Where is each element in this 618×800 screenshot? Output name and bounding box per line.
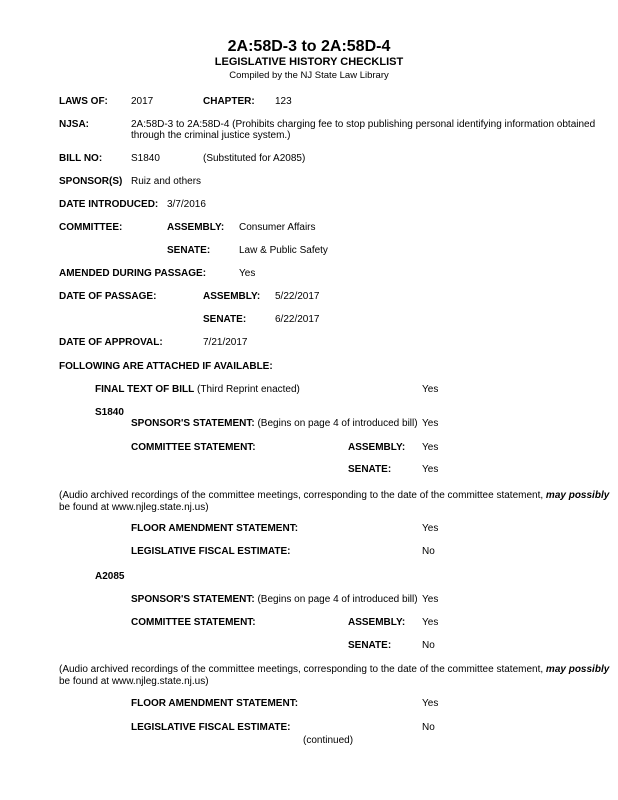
- s1840-sponsor-row: [131, 418, 418, 430]
- s1840-sponsor-note: (Begins on page 4 of introduced bill): [257, 418, 418, 429]
- committee-senate-value: Law & Public Safety: [239, 245, 328, 256]
- njsa-description-line1: 2A:58D-3 to 2A:58D-4 (Prohibits charging fee to stop publishing personal identifying information obtained: [131, 119, 596, 130]
- amended-value: Yes: [239, 268, 256, 279]
- laws-of-label: LAWS OF:: [59, 96, 108, 107]
- s1840-committee-senate-label: SENATE:: [348, 464, 392, 475]
- s1840-committee-assembly-value: Yes: [422, 442, 439, 453]
- a2085-floor-label: FLOOR AMENDMENT STATEMENT:: [131, 698, 299, 709]
- s1840-audio-emphasis: may possibly: [545, 490, 610, 501]
- bill-no-label: BILL NO:: [59, 153, 103, 164]
- s1840-committee-assembly-label: ASSEMBLY:: [348, 442, 406, 453]
- sponsors-value: Ruiz and others: [131, 176, 202, 187]
- s1840-fiscal-label: LEGISLATIVE FISCAL ESTIMATE:: [131, 546, 291, 557]
- sponsors-label: SPONSOR(S): [59, 176, 123, 187]
- final-text-row: [95, 384, 300, 396]
- committee-label: COMMITTEE:: [59, 222, 123, 233]
- s1840-sponsor-value: Yes: [422, 418, 439, 429]
- s1840-audio-note-line2: be found at www.njleg.state.nj.us): [59, 502, 209, 513]
- a2085-sponsor-note: (Begins on page 4 of introduced bill): [257, 594, 418, 605]
- passage-senate-label: SENATE:: [203, 314, 247, 325]
- s1840-floor-label: FLOOR AMENDMENT STATEMENT:: [131, 523, 299, 534]
- passage-assembly-label: ASSEMBLY:: [203, 291, 261, 302]
- final-text-value: Yes: [422, 384, 439, 395]
- s1840-audio-note-line1: [59, 490, 609, 502]
- a2085-committee-assembly-value: Yes: [422, 617, 439, 628]
- njsa-description-line2: through the criminal justice system.): [131, 130, 291, 141]
- continued-note: (continued): [303, 735, 354, 746]
- s1840-committee-label: COMMITTEE STATEMENT:: [131, 442, 256, 453]
- chapter-value: 123: [275, 96, 292, 107]
- amended-label: AMENDED DURING PASSAGE:: [59, 268, 207, 279]
- njsa-label: NJSA:: [59, 119, 90, 130]
- s1840-audio-prefix: (Audio archived recordings of the committee meetings, corresponding to the date of the committee statement,: [59, 490, 544, 501]
- s1840-heading: S1840: [95, 407, 124, 418]
- date-introduced-label: DATE INTRODUCED:: [59, 199, 159, 210]
- approval-label: DATE OF APPROVAL:: [59, 337, 163, 348]
- page-subtitle: LEGISLATIVE HISTORY CHECKLIST: [214, 56, 404, 68]
- a2085-committee-label: COMMITTEE STATEMENT:: [131, 617, 256, 628]
- a2085-sponsor-label: SPONSOR'S STATEMENT:: [131, 594, 255, 605]
- final-text-label: FINAL TEXT OF BILL: [95, 384, 195, 395]
- a2085-fiscal-label: LEGISLATIVE FISCAL ESTIMATE:: [131, 722, 291, 733]
- committee-assembly-value: Consumer Affairs: [239, 222, 316, 233]
- a2085-sponsor-row: [131, 594, 418, 606]
- chapter-label: CHAPTER:: [203, 96, 255, 107]
- page-title: 2A:58D-3 to 2A:58D-4: [227, 38, 391, 55]
- passage-label: DATE OF PASSAGE:: [59, 291, 157, 302]
- s1840-sponsor-label: SPONSOR'S STATEMENT:: [131, 418, 255, 429]
- passage-senate-value: 6/22/2017: [275, 314, 320, 325]
- final-text-note: (Third Reprint enacted): [197, 384, 300, 395]
- s1840-floor-value: Yes: [422, 523, 439, 534]
- attached-heading: FOLLOWING ARE ATTACHED IF AVAILABLE:: [59, 361, 273, 372]
- bill-substitution-note: (Substituted for A2085): [203, 153, 306, 164]
- a2085-audio-emphasis: may possibly: [545, 664, 610, 675]
- approval-value: 7/21/2017: [203, 337, 248, 348]
- committee-assembly-label: ASSEMBLY:: [167, 222, 225, 233]
- committee-senate-label: SENATE:: [167, 245, 211, 256]
- a2085-committee-senate-value: No: [422, 640, 435, 651]
- a2085-sponsor-value: Yes: [422, 594, 439, 605]
- a2085-fiscal-value: No: [422, 722, 435, 733]
- a2085-floor-value: Yes: [422, 698, 439, 709]
- a2085-audio-note-line1: [59, 664, 609, 676]
- a2085-committee-senate-label: SENATE:: [348, 640, 392, 651]
- a2085-audio-note-line2: be found at www.njleg.state.nj.us): [59, 676, 209, 687]
- date-introduced-value: 3/7/2016: [167, 199, 206, 210]
- laws-of-value: 2017: [131, 96, 154, 107]
- a2085-committee-assembly-label: ASSEMBLY:: [348, 617, 406, 628]
- bill-no-value: S1840: [131, 153, 160, 164]
- passage-assembly-value: 5/22/2017: [275, 291, 320, 302]
- s1840-committee-senate-value: Yes: [422, 464, 439, 475]
- s1840-fiscal-value: No: [422, 546, 435, 557]
- compiled-by: Compiled by the NJ State Law Library: [229, 70, 389, 81]
- a2085-heading: A2085: [95, 571, 125, 582]
- a2085-audio-prefix: (Audio archived recordings of the committee meetings, corresponding to the date of the committee statement,: [59, 664, 544, 675]
